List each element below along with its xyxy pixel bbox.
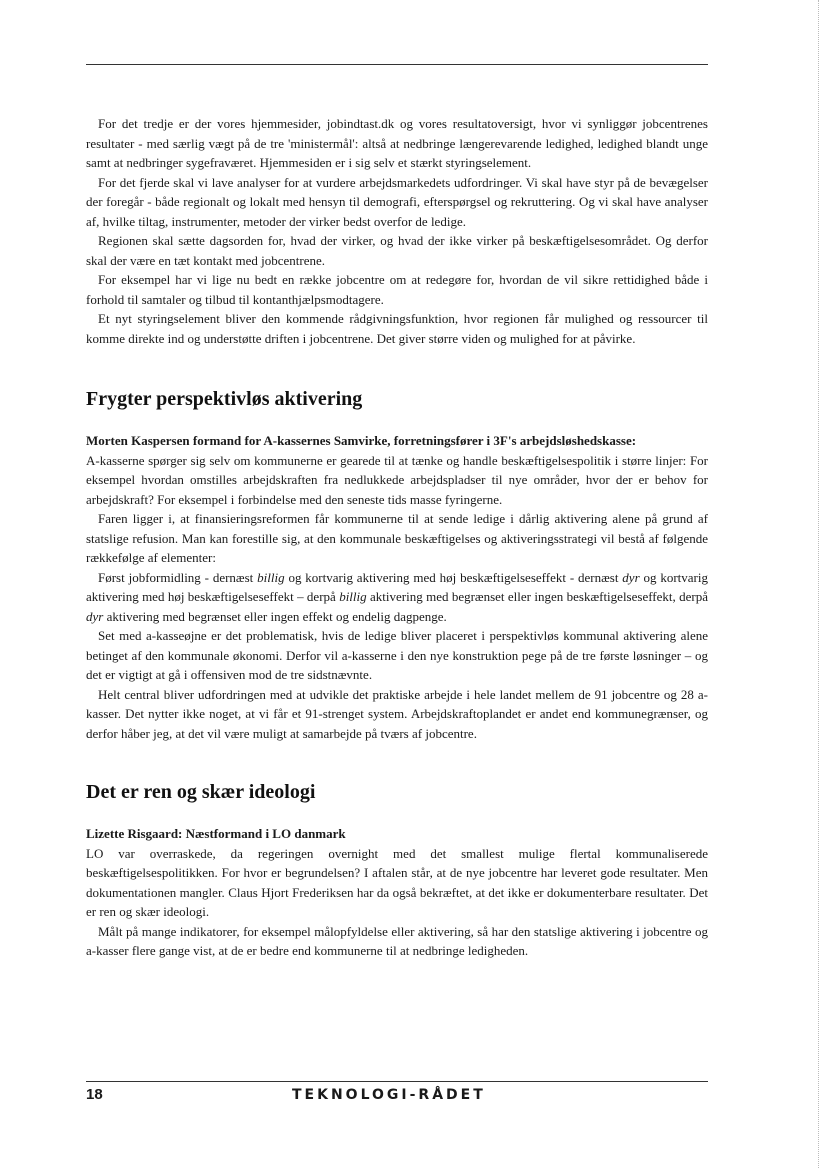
intro-paragraph-1: For det tredje er der vores hjemmesider, jobindtast.dk og vores resultatoversigt, hvor vi synliggør jobcentrenes resultater - med særlig vægt på de tre 'ministermål': altså at nedbringe længerevarende ledighed, ledighed blandt unge samt at nedbringer sygefraværet. Hjemmesiden er i sig selv et stærkt styringselement.: [86, 116, 708, 170]
speaker-line-2: Lizette Risgaard: Næstformand i LO danmark: [86, 826, 346, 841]
section1-paragraph-1: A-kasserne spørger sig selv om kommunerne er gearede til at tænke og handle beskæftigelsespolitik i større linjer: For eksempel hvordan omstilles arbejdskraften fra nedlukkede arbejdspladser til nye områder, hvor der er behov for arbejdskraft? For eksempel i forbindelse med den seneste tids masse fyringerne.: [86, 452, 708, 507]
section-heading-1: Frygter perspektivløs aktivering: [86, 388, 363, 410]
intro-paragraph-4: For eksempel har vi lige nu bedt en række jobcentre om at redegøre for, hvordan de vil sikre rettidighed både i forhold til samtaler og tilbud til kontanthjælpsmodtagere.: [86, 272, 708, 307]
emphasis-billig: billig: [339, 589, 367, 604]
speaker-line-1: Morten Kaspersen formand for A-kassernes Samvirke, forretningsfører i 3F's arbejdsløshedskasse:: [86, 433, 637, 448]
page-body: [86, 114, 708, 961]
section2-paragraph-2: Målt på mange indikatorer, for eksempel målopfyldelse eller aktivering, så har den statslige aktivering i jobcentre og a-kasser flere gange vist, at de er bedre end kommunerne til at nedbringe ledigheden.: [86, 923, 708, 958]
emphasis-dyr: dyr: [622, 569, 640, 585]
emphasis-billig: billig: [257, 569, 285, 585]
top-rule: [86, 64, 708, 65]
page-number: 18: [86, 1086, 103, 1103]
section1-paragraph-3: Først jobformidling - dernæst billig og kortvarig aktivering med høj beskæftigelseseffekt - dernæst dyr og kortvarig aktivering med høj beskæftigelseseffekt – derpå billig aktivering med begrænset eller ingen beskæftigelseseffekt, derpå dyr aktivering med begrænset eller ingen effekt og endelig dagpenge.: [86, 569, 709, 624]
intro-paragraph-2: For det fjerde skal vi lave analyser for at vurdere arbejdsmarkedets udfordringer. Vi skal have styr på de bevægelser der foregår - både regionalt og lokalt med hensyn til demografi, efterspørgsel og rekruttering. Og vi skal have analyser af, hvilke tiltag, instrumenter, metoder der virker bedst overfor de ledige.: [86, 174, 708, 229]
intro-paragraph-3: Regionen skal sætte dagsorden for, hvad der virker, og hvad der ikke virker på beskæftigelsesområdet. Og derfor skal der være en tæt kontakt med jobcentrene.: [86, 233, 708, 268]
section2-paragraph-1: LO var overraskede, da regeringen overnight med det smallest mulige flertal kommunaliserede beskæftigelsespolitikken. For hvor er begrundelsen? I aftalen står, at de nye jobcentre har leveret gode resultater. Men dokumentationen mangler. Claus Hjort Frederiksen har da også bekræftet, at det ikke er dokumenterbare resultater. Det er ren og skær ideologi.: [86, 845, 708, 919]
section-heading-2: Det er ren og skær ideologi: [86, 781, 316, 803]
section1-paragraph-2: Faren ligger i, at finansieringsreformen får kommunerne til at sende ledige i dårlig aktivering alene på grund af statslige refusion. Man kan forestille sig, at den kommunale beskæftigelses og aktiveringsstrategi vil bestå af følgende rækkefølge af elementer:: [86, 511, 708, 565]
section1-paragraph-5: Helt central bliver udfordringen med at udvikle det praktiske arbejde i hele landet mellem de 91 jobcentre og 28 a-kasser. Det nytter ikke noget, at vi får et 91-strenget system. Arbejdskraftoplandet er andet end kommunegrænser, og derfor håber jeg, at det vil være muligt at samarbejde på tværs af jobcentre.: [86, 686, 708, 741]
emphasis-dyr: dyr: [86, 608, 104, 624]
publisher-brand: TEKNOLOGI-RÅDET: [292, 1087, 486, 1103]
section1-paragraph-4: Set med a-kasseøjne er det problematisk, hvis de ledige bliver placeret i perspektivløs kommunal aktivering alene betinget af den kommunale økonomi. Derfor vil a-kasserne i den nye konstruktion pege på de tre første løsninger – og det er vigtigt at gå i offensiven mod de tre sidstnævnte.: [86, 628, 708, 682]
bottom-rule: [86, 1081, 708, 1082]
scan-edge: [818, 0, 819, 1168]
intro-paragraph-5: Et nyt styringselement bliver den kommende rådgivningsfunktion, hvor regionen får mulighed og ressourcer til komme direkte ind og understøtte driften i jobcentrene. Det giver større viden og mulighed for at påvirke.: [86, 311, 708, 346]
